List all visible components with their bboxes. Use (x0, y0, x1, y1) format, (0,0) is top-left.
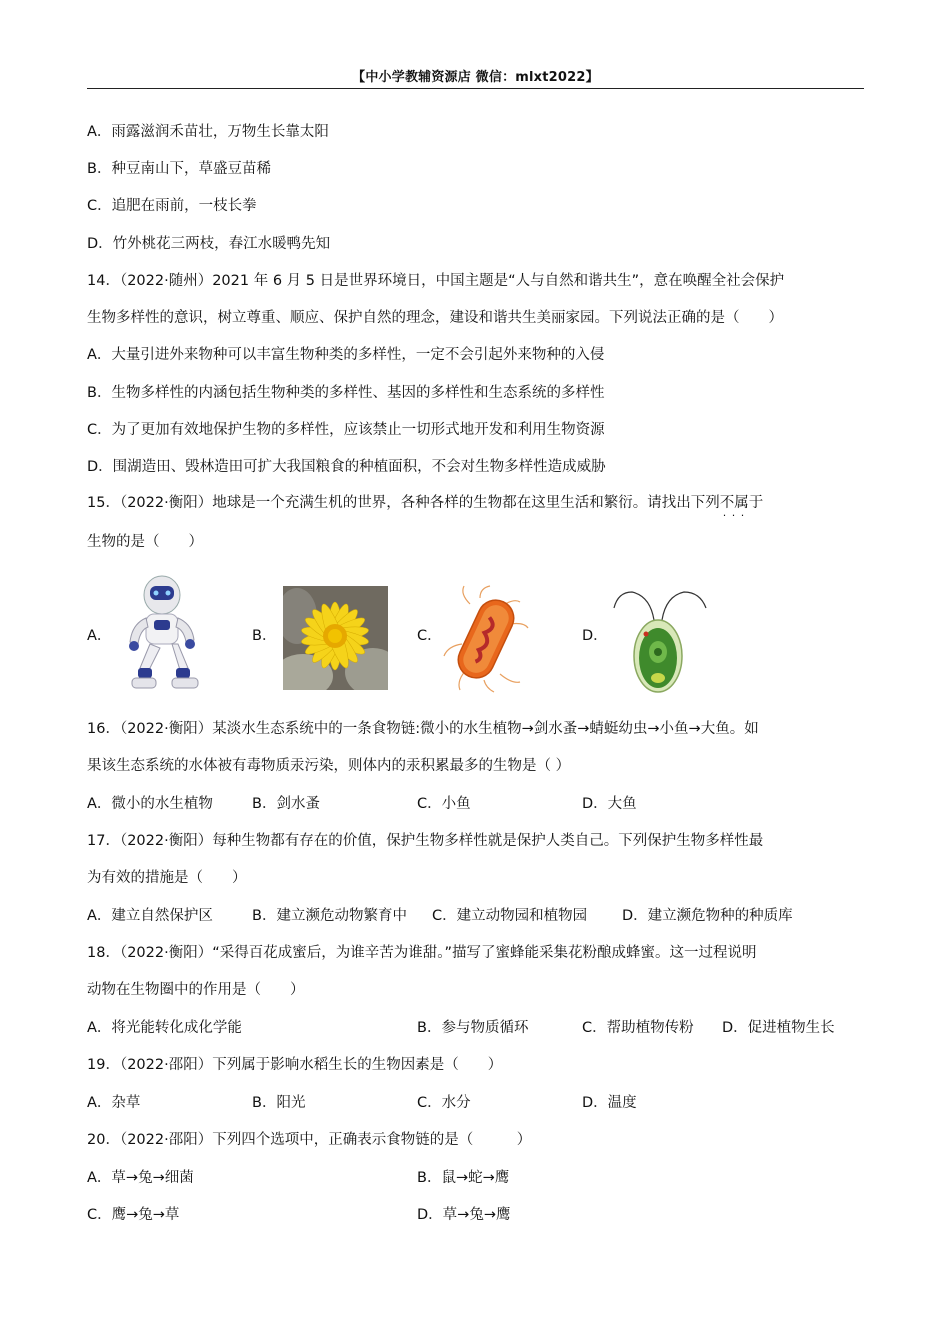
q14-option-d: D．围湖造田、毁林造田可扩大我国粮食的种植面积，不会对生物多样性造成威胁 (87, 459, 606, 475)
q20-option-c: C．鹰→兔→草 (87, 1207, 180, 1223)
q13-option-c: C．追肥在雨前，一枝长拳 (87, 198, 257, 214)
q15-option-c-label: C． (417, 628, 442, 644)
q18-option-c: C．帮助植物传粉 (582, 1020, 694, 1036)
q14-stem-line1: 14．（2022·随州）2021 年 6 月 5 日是世界环境日，中国主题是“人与自然和谐共生”，意在唤醒全社会保护 (87, 273, 785, 289)
q19-option-d: D．温度 (582, 1095, 637, 1111)
q17-option-c: C．建立动物园和植物园 (432, 908, 588, 924)
bacterium-image (440, 584, 532, 694)
q18-option-b: B．参与物质循环 (417, 1020, 529, 1036)
q20-stem-line1: 20．（2022·邵阳）下列四个选项中，正确表示食物链的是（ ） (87, 1132, 532, 1148)
q18-stem-line1: 18．（2022·衡阳）“采得百花成蜜后，为谁辛苦为谁甜。”描写了蜜蜂能采集花粉酿成蜂蜜。这一过程说明 (87, 945, 757, 961)
header-divider (87, 88, 864, 89)
q19-option-c: C．水分 (417, 1095, 471, 1111)
q15-option-d-label: D． (582, 628, 608, 644)
chlamydomonas-image (610, 586, 710, 696)
q13-option-b: B．种豆南山下，草盛豆苗稀 (87, 161, 271, 177)
q16-option-d: D．大鱼 (582, 796, 637, 812)
page-header: 【中小学教辅资源店 微信：mlxt2022】 (352, 70, 599, 85)
q17-option-a: A．建立自然保护区 (87, 908, 213, 924)
q17-option-d: D．建立濒危物种的种质库 (622, 908, 793, 924)
q19-stem-line1: 19．（2022·邵阳）下列属于影响水稻生长的生物因素是（ ） (87, 1057, 503, 1073)
q20-option-b: B．鼠→蛇→鹰 (417, 1170, 510, 1186)
robot-image (114, 572, 202, 694)
q16-option-b: B．剑水蚤 (252, 796, 320, 812)
q15-option-b-label: B． (252, 628, 277, 644)
q14-stem-line2: 生物多样性的意识，树立尊重、顺应、保护自然的理念，建设和谐共生美丽家园。下列说法正确的是（ ） (87, 310, 783, 326)
q18-stem-line2: 动物在生物圈中的作用是（ ） (87, 982, 305, 998)
q17-option-b: B．建立濒危动物繁育中 (252, 908, 407, 924)
q18-option-a: A．将光能转化成化学能 (87, 1020, 242, 1036)
q15-stem-line2: 生物的是（ ） (87, 534, 203, 550)
q13-option-d: D．竹外桃花三两枝，春江水暖鸭先知 (87, 236, 331, 252)
q20-option-d: D．草→兔→鹰 (417, 1207, 511, 1223)
q13-option-a: A．雨露滋润禾苗壮，万物生长靠太阳 (87, 124, 329, 140)
q14-option-a: A．大量引进外来物种可以丰富生物种类的多样性，一定不会引起外来物种的入侵 (87, 347, 605, 363)
q15-stem-text: 15．（2022·衡阳）地球是一个充满生机的世界，各种各样的生物都在这里生活和繁衍。请找出下列 (87, 495, 720, 511)
q16-option-c: C．小鱼 (417, 796, 471, 812)
q14-option-c: C．为了更加有效地保护生物的多样性，应该禁止一切形式地开发和利用生物资源 (87, 422, 605, 438)
q18-option-d: D．促进植物生长 (722, 1020, 835, 1036)
q14-option-b: B．生物多样性的内涵包括生物种类的多样性、基因的多样性和生态系统的多样性 (87, 385, 605, 401)
q19-option-b: B．阳光 (252, 1095, 306, 1111)
q15-stem-line1 (87, 493, 763, 513)
q19-option-a: A．杂草 (87, 1095, 141, 1111)
q20-option-a: A．草→兔→细菌 (87, 1170, 194, 1186)
q17-stem-line1: 17．（2022·衡阳）每种生物都有存在的价值，保护生物多样性就是保护人类自己。下列保护生物多样性最 (87, 833, 764, 849)
flower-image (283, 586, 388, 690)
q15-option-a-label: A． (87, 628, 112, 644)
q16-option-a: A．微小的水生植物 (87, 796, 213, 812)
q16-stem-line1: 16．（2022·衡阳）某淡水生态系统中的一条食物链:微小的水生植物→剑水蚤→蜻蜓幼虫→小鱼→大鱼。如 (87, 721, 759, 737)
q15-emphasis: 不属于 · · · (720, 493, 764, 513)
q17-stem-line2: 为有效的措施是（ ） (87, 870, 247, 886)
q16-stem-line2: 果该生态系统的水体被有毒物质汞污染，则体内的汞积累最多的生物是（ ） (87, 758, 571, 774)
